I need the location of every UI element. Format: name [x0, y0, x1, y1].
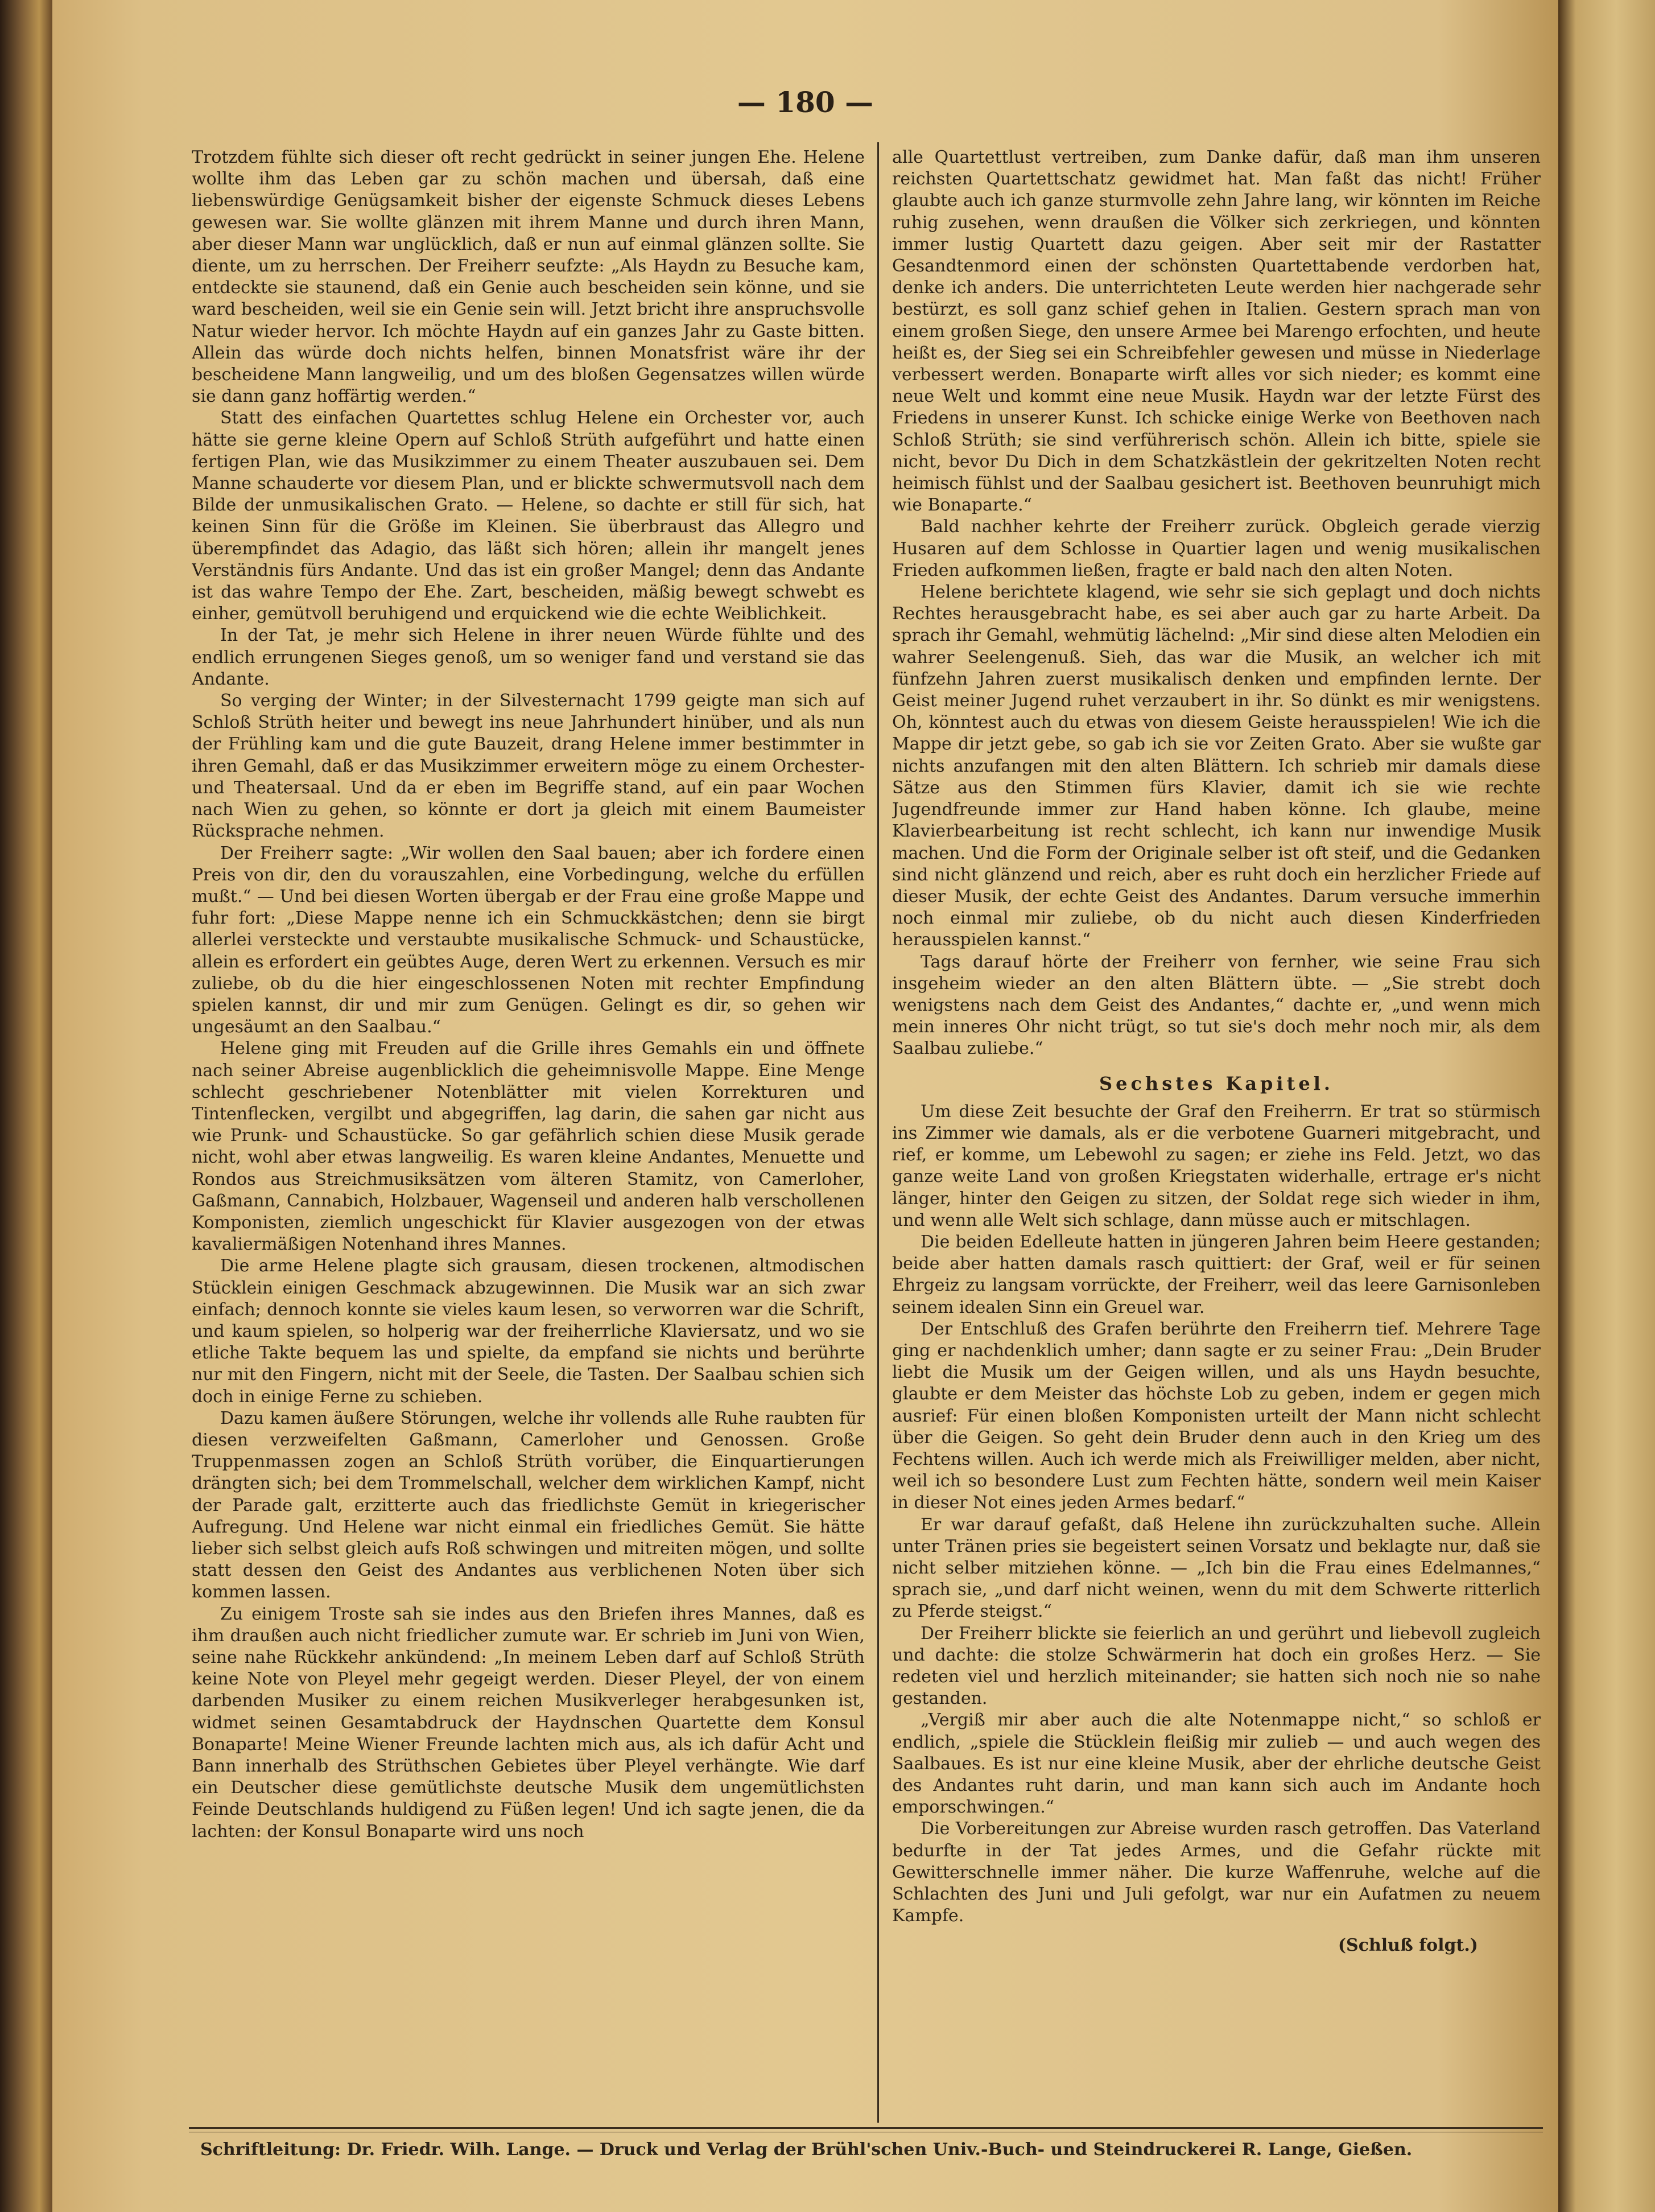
- paragraph: Trotzdem fühlte sich dieser oft recht gedrückt in seiner jungen Ehe. Helene wollte ihm das Leben gar zu schön machen und übersah, daß eine liebenswürdige Genügsamkeit bisher der eigenste Schmuck dieses Lebens gewesen war. Sie wollte glänzen mit ihrem Manne und durch ihren Mann, aber dieser Mann war unglücklich, daß er nun auf einmal glänzen sollte. Sie diente, um zu herrschen. Der Freiherr seufzte: „Als Haydn zu Besuche kam, entdeckte sie staunend, daß ein Genie auch bescheiden sein könne, und sie ward bescheiden, weil sie ein Genie sein will. Jetzt bricht ihre anspruchsvolle Natur wieder hervor. Ich möchte Haydn auf ein ganzes Jahr zu Gaste bitten. Allein das würde doch nichts helfen, binnen Monatsfrist wäre ihr der bescheidene Mann langweilig, und um des bloßen Gegensatzes willen würde sie dann ganz hoffärtig werden.“: [192, 147, 865, 407]
- footer-rule: [189, 2127, 1543, 2129]
- paragraph: Der Freiherr sagte: „Wir wollen den Saal bauen; aber ich fordere einen Preis von dir, den du vorauszahlen, eine Vorbedingung, welche du erfüllen mußt.“ — Und bei diesen Worten übergab er der Frau eine große Mappe und fuhr fort: „Diese Mappe nenne ich ein Schmuckkästchen; denn sie birgt allerlei versteckte und verstaubte musikalische Schmuck- und Schaustücke, allein es erfordert ein geübtes Auge, deren Wert zu erkennen. Versuch es mir zuliebe, ob du die hier eingeschlossenen Noten mit rechter Empfindung spielen kannst, dir und mir zum Genügen. Gelingt es dir, so gehen wir ungesäumt an den Saalbau.“: [192, 843, 865, 1037]
- continuation-note: (Schluß folgt.): [1338, 1935, 1478, 1956]
- newspaper-page: [52, 0, 1558, 2212]
- chapter-heading: Sechstes Kapitel.: [1099, 1072, 1334, 1094]
- paragraph: Der Freiherr blickte sie feierlich an und gerührt und liebevoll zugleich und dachte: die stolze Schwärmerin hat doch ein großes Herz. — Sie redeten viel und herzlich miteinander; sie hatten sich noch nie so nahe gestanden.: [892, 1623, 1541, 1709]
- paragraph: Um diese Zeit besuchte der Graf den Freiherrn. Er trat so stürmisch ins Zimmer wie damals, als er die verbotene Guarneri mitgebracht, und rief, er komme, um Lebewohl zu sagen; er ziehe ins Feld. Jetzt, wo das ganze weite Land von großen Kriegstaten widerhalle, ertrage er's nicht länger, hinter den Geigen zu sitzen, der Soldat rege sich wieder in ihm, und wenn alle Welt sich schlage, dann müsse auch er mitschlagen.: [892, 1101, 1541, 1230]
- imprint-footer: Schriftleitung: Dr. Friedr. Wilh. Lange. — Druck und Verlag der Brühl'schen Univ.-Buch- und Steindruckerei R. Lange, Gießen.: [200, 2140, 1413, 2160]
- paragraph: Tags darauf hörte der Freiherr von fernher, wie seine Frau sich insgeheim wieder an den alten Blättern übte. — „Sie strebt doch wenigstens nach dem Geist des Andantes,“ dachte er, „und wenn mich mein inneres Ohr nicht trügt, so tut sie's doch mehr noch mir, als dem Saalbau zuliebe.“: [892, 951, 1541, 1059]
- left-column: [192, 147, 865, 2122]
- paragraph: Zu einigem Troste sah sie indes aus den Briefen ihres Mannes, daß es ihm draußen auch nicht friedlicher zumute war. Er schrieb im Juni von Wien, seine nahe Rückkehr ankündend: „In meinem Leben darf auf Schloß Strüth keine Note von Pleyel mehr gegeigt werden. Dieser Pleyel, der von einem darbenden Musiker zu einem reichen Musikverleger herabgesunken ist, widmet seinen Gesamtabdruck der Haydnschen Quartette dem Konsul Bonaparte! Meine Wiener Freunde lachten mich aus, als ich dafür Acht und Bann innerhalb des Strüthschen Gebietes über Pleyel verhängte. Wie darf ein Deutscher diese gemütlichste deutsche Musik dem ungemütlichsten Feinde Deutschlands huldigend zu Füßen legen! Und ich sagte jenen, die da lachten: der Konsul Bonaparte wird uns noch: [192, 1604, 865, 1842]
- paragraph: Helene ging mit Freuden auf die Grille ihres Gemahls ein und öffnete nach seiner Abreise augenblicklich die geheimnisvolle Mappe. Eine Menge schlecht geschriebener Notenblätter mit vielen Korrekturen und Tintenflecken, vergilbt und abgegriffen, lag darin, die sahen gar nicht aus wie Prunk- und Schaustücke. So gar gefährlich schien diese Musik gerade nicht, wohl aber etwas langweilig. Es waren kleine Andantes, Menuette und Rondos aus Streichmusiksätzen vom älteren Stamitz, von Camerloher, Gaßmann, Cannabich, Holzbauer, Wagenseil und anderen halb verschollenen Komponisten, ziemlich ungeschickt für Klavier ausgezogen von der etwas kavaliermäßigen Notenhand ihres Mannes.: [192, 1039, 865, 1255]
- right-column: [892, 147, 1541, 2122]
- paragraph: Dazu kamen äußere Störungen, welche ihr vollends alle Ruhe raubten für diesen verzweifelten Gaßmann, Camerloher und Genossen. Große Truppenmassen zogen an Schloß Strüth vorüber, die Einquartierungen drängten sich; bei dem Trommelschall, welcher dem wirklichen Kampf, nicht der Parade galt, erzitterte auch das friedlichste Gemüt in kriegerischer Aufregung. Und Helene war nicht einmal ein friedliches Gemüt. Sie hätte lieber sich selbst gleich aufs Roß schwingen und mitreiten mögen, und sollte statt dessen den Geist des Andantes aus verblichenen Noten über sich kommen lassen.: [192, 1408, 865, 1603]
- paragraph: Statt des einfachen Quartettes schlug Helene ein Orchester vor, auch hätte sie gerne kleine Opern auf Schloß Strüth aufgeführt und hatte einen fertigen Plan, wie das Musikzimmer zu einem Theater auszubauen sei. Dem Manne schauderte vor diesem Plan, und er blickte schwermutsvoll nach dem Bilde der unmusikalischen Grato. — Helene, so dachte er still für sich, hat keinen Sinn für die Größe im Kleinen. Sie überbraust das Allegro und überempfindet das Adagio, das läßt sich hören; allein ihr mangelt jenes Verständnis fürs Andante. Und das ist ein großer Mangel; denn das Andante ist das wahre Tempo der Ehe. Zart, bescheiden, mäßig bewegt schwebt es einher, gemütvoll beruhigend und erquickend wie die echte Weiblichkeit.: [192, 408, 865, 624]
- page-number: — 180 —: [737, 85, 874, 119]
- paragraph: Die beiden Edelleute hatten in jüngeren Jahren beim Heere gestanden; beide aber hatten damals rasch quittiert: der Graf, weil er für seinen Ehrgeiz zu langsam vorrückte, der Freiherr, weil das leere Garnisonleben seinem idealen Sinn ein Greuel war.: [892, 1231, 1541, 1317]
- book-spine-edge: [0, 0, 52, 2212]
- paragraph: „Vergiß mir aber auch die alte Notenmappe nicht,“ so schloß er endlich, „spiele die Stücklein fleißig mir zulieb — und auch wegen des Saalbaues. Es ist nur eine kleine Musik, aber der ehrliche deutsche Geist des Andantes ruht darin, und man kann sich auch im Andante hoch emporschwingen.“: [892, 1710, 1541, 1818]
- paragraph: Er war darauf gefaßt, daß Helene ihn zurückzuhalten suche. Allein unter Tränen pries sie begeistert seinen Vorsatz und beklagte nur, daß sie nicht selber mitziehen könne. — „Ich bin die Frau eines Edelmannes,“ sprach sie, „und darf nicht weinen, wenn du mit dem Schwerte ritterlich zu Pferde steigst.“: [892, 1514, 1541, 1622]
- paragraph: So verging der Winter; in der Silvesternacht 1799 geigte man sich auf Schloß Strüth heiter und bewegt ins neue Jahrhundert hinüber, und als nun der Frühling kam und die gute Bauzeit, drang Helene immer bestimmter in ihren Gemahl, daß er das Musikzimmer erweitern möge zu einem Orchester- und Theatersaal. Und da er eben im Begriffe stand, auf ein paar Wochen nach Wien zu gehen, so könnte er dort ja gleich mit einem Baumeister Rücksprache nehmen.: [192, 691, 865, 842]
- paragraph: In der Tat, je mehr sich Helene in ihrer neuen Würde fühlte und des endlich errungenen Sieges genoß, um so weniger fand und verstand sie das Andante.: [192, 625, 865, 689]
- paragraph: Die Vorbereitungen zur Abreise wurden rasch getroffen. Das Vaterland bedurfte in der Tat jedes Armes, und die Gefahr rückte mit Gewitterschnelle immer näher. Die kurze Waffenruhe, welche auf die Schlachten des Juni und Juli gefolgt, war nur ein Aufatmen zu neuem Kampfe.: [892, 1819, 1541, 1926]
- paragraph: Helene berichtete klagend, wie sehr sie sich geplagt und doch nichts Rechtes herausgebracht habe, es sei aber auch gar zu harte Arbeit. Da sprach ihr Gemahl, wehmütig lächelnd: „Mir sind diese alten Melodien ein wahrer Seelengenuß. Sieh, das war die Musik, an welcher ich mit fünfzehn Jahren zuerst musikalisch denken und empfinden lernte. Der Geist meiner Jugend ruhet verzaubert in ihr. So dünkt es mir wenigstens. Oh, könntest auch du etwas von diesem Geiste herausspielen! Wie ich die Mappe dir jetzt gebe, so gab ich sie vor Zeiten Grato. Aber sie wußte gar nichts anzufangen mit den alten Blättern. Ich schrieb mir damals diese Sätze aus den Stimmen fürs Klavier, damit ich sie wie rechte Jugendfreunde immer zur Hand haben könne. Ich glaube, meine Klavierbearbeitung ist recht schlecht, ich kann nur inwendige Musik machen. Und die Form der Originale selber ist oft steif, und die Gedanken sind nicht glänzend und reich, aber es ruht doch ein herzlicher Friede auf dieser Musik, der echte Geist des Andantes. Darum versuche immerhin noch einmal mir zuliebe, ob du nicht auch diesen Kinderfrieden herausspielen kannst.“: [892, 582, 1541, 950]
- paragraph: Bald nachher kehrte der Freiherr zurück. Obgleich gerade vierzig Husaren auf dem Schlosse in Quartier lagen und wenig musikalischen Frieden aufkommen ließen, fragte er bald nach den alten Noten.: [892, 517, 1541, 580]
- paragraph: Die arme Helene plagte sich grausam, diesen trockenen, altmodischen Stücklein einigen Geschmack abzugewinnen. Die Musik war an sich zwar einfach; dennoch konnte sie vieles kaum lesen, so verworren war die Schrift, und kaum spielen, so holperig war der freiherrliche Klaviersatz, und wo sie etliche Takte bequem las und spielte, da empfand sie nichts und berührte nur mit den Fingern, nicht mit der Seele, die Tasten. Der Saalbau schien sich doch in einige Ferne zu schieben.: [192, 1256, 865, 1407]
- paragraph: Der Entschluß des Grafen berührte den Freiherrn tief. Mehrere Tage ging er nachdenklich umher; dann sagte er zu seiner Frau: „Dein Bruder liebt die Musik um der Geigen willen, und als uns Haydn besuchte, glaubte er dem Meister das höchste Lob zu geben, indem er gegen mich ausrief: Für einen bloßen Komponisten urteilt der Mann nicht schlecht über die Geigen. So geht dein Bruder denn auch in den Krieg um des Fechtens willen. Auch ich werde mich als Freiwilliger melden, aber nicht, weil ich so besondere Lust zum Fechten hätte, sondern weil mein Kaiser in dieser Not eines jeden Armes bedarf.“: [892, 1319, 1541, 1513]
- next-page-edge: [1558, 0, 1655, 2212]
- column-divider: [877, 142, 879, 2123]
- paragraph: alle Quartettlust vertreiben, zum Danke dafür, daß man ihm unseren reichsten Quartettschatz gewidmet hat. Man faßt das nicht! Früher glaubte auch ich ganze sturmvolle zehn Jahre lang, wir könnten im Reiche ruhig zusehen, wenn draußen die Völker sich zerkriegen, und könnten immer lustig Quartett dazu geigen. Aber seit mir der Rastatter Gesandtenmord einen der schönsten Quartettabende verdorben hat, denke ich anders. Die unterrichteten Leute werden hier nachgerade sehr bestürzt, es soll ganz schief gehen in Italien. Gestern sprach man von einem großen Siege, den unsere Armee bei Marengo erfochten, und heute heißt es, der Sieg sei ein Schreibfehler gewesen und müsse in Niederlage verbessert werden. Bonaparte wirft alles vor sich nieder; es kommt eine neue Welt und kommt eine neue Musik. Haydn war der letzte Fürst des Friedens in unserer Kunst. Ich schicke einige Werke von Beethoven nach Schloß Strüth; sie sind verführerisch schön. Allein ich bitte, spiele sie nicht, bevor Du Dich in dem Schatzkästlein der gekritzelten Noten recht heimisch fühlst und der Saalbau gesichert ist. Beethoven beunruhigt mich wie Bonaparte.“: [892, 147, 1541, 516]
